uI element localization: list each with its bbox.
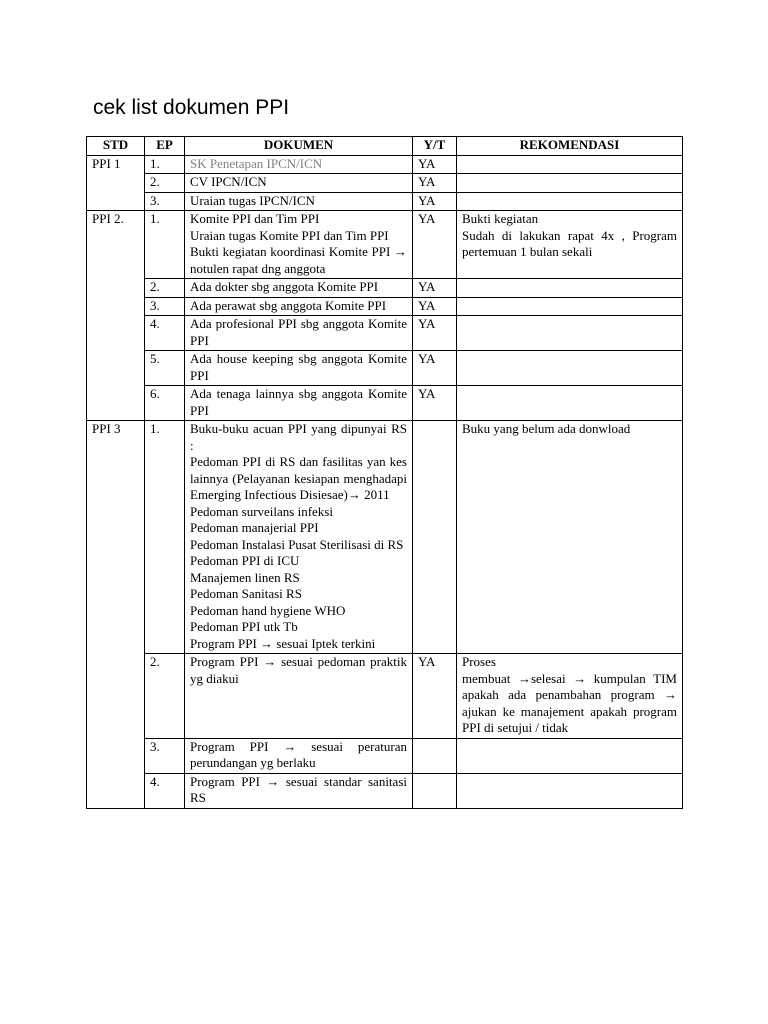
cell-yt: YA (413, 211, 457, 279)
dokumen-line: Pedoman PPI di ICU (190, 553, 300, 568)
cell-rekomendasi (457, 351, 683, 386)
cell-ep: 1. (145, 421, 185, 654)
cell-yt (413, 738, 457, 773)
cell-rekomendasi (457, 174, 683, 193)
rekomendasi-line: Bukti kegiatan (462, 211, 539, 226)
dokumen-line: Program PPI → sesuai pedoman praktik yg diakui (190, 654, 407, 686)
cell-yt: YA (413, 654, 457, 739)
table-row (87, 297, 683, 316)
cell-dokumen (185, 297, 413, 316)
table-row (87, 654, 683, 739)
cell-ep: 6. (145, 386, 185, 421)
header-std: STD (87, 137, 145, 156)
cell-yt: YA (413, 155, 457, 174)
dokumen-line: Ada profesional PPI sbg anggota Komite PPI (190, 316, 407, 348)
cell-yt (413, 421, 457, 654)
dokumen-line: Pedoman hand hygiene WHO (190, 602, 346, 618)
cell-dokumen (185, 316, 413, 351)
cell-dokumen (185, 174, 413, 193)
table-row (87, 773, 683, 808)
cell-rekomendasi (457, 297, 683, 316)
dokumen-line: Ada house keeping sbg anggota Komite PPI (190, 351, 407, 383)
dokumen-line: SK Penetapan IPCN/ICN (190, 155, 323, 171)
cell-std: PPI 3 (87, 421, 145, 809)
dokumen-line: Uraian tugas Komite PPI dan Tim PPI (190, 227, 389, 243)
dokumen-line: Pedoman manajerial PPI (190, 520, 319, 535)
cell-rekomendasi (457, 316, 683, 351)
cell-ep: 4. (145, 316, 185, 351)
dokumen-line: Uraian tugas IPCN/ICN (190, 192, 315, 208)
header-dokumen: DOKUMEN (185, 137, 413, 156)
table-row (87, 192, 683, 211)
cell-ep: 3. (145, 192, 185, 211)
table-row (87, 738, 683, 773)
cell-dokumen (185, 738, 413, 773)
cell-ep: 2. (145, 174, 185, 193)
cell-std: PPI 1 (87, 155, 145, 211)
cell-dokumen (185, 155, 413, 174)
cell-ep: 2. (145, 654, 185, 739)
document-title: cek list dokumen PPI (93, 96, 290, 119)
cell-rekomendasi (457, 773, 683, 808)
cell-yt (413, 773, 457, 808)
cell-dokumen (185, 421, 413, 654)
checklist-table (86, 136, 683, 809)
dokumen-line: Pedoman PPI di RS dan fasilitas yan kes lainnya (Pelayanan kesiapan menghadapi Emerging Infectious Disiesae)→ 2011 (190, 454, 407, 502)
cell-ep: 1. (145, 211, 185, 279)
dokumen-line: Ada tenaga lainnya sbg anggota Komite PPI (190, 386, 407, 418)
cell-rekomendasi (457, 421, 683, 654)
dokumen-line: Program PPI → sesuai standar sanitasi RS (190, 773, 407, 805)
table-row (87, 386, 683, 421)
dokumen-line: Komite PPI dan Tim PPI (190, 211, 320, 226)
cell-ep: 1. (145, 155, 185, 174)
cell-dokumen (185, 192, 413, 211)
cell-dokumen (185, 386, 413, 421)
dokumen-line: Ada dokter sbg anggota Komite PPI (190, 279, 379, 294)
cell-rekomendasi (457, 386, 683, 421)
cell-ep: 5. (145, 351, 185, 386)
dokumen-line: Program PPI → sesuai Iptek terkini (190, 635, 376, 651)
dokumen-line: Pedoman PPI utk Tb (190, 619, 298, 634)
cell-dokumen (185, 654, 413, 739)
header-ep: EP (145, 137, 185, 156)
cell-rekomendasi (457, 738, 683, 773)
dokumen-line: Bukti kegiatan koordinasi Komite PPI → notulen rapat dng anggota (190, 244, 407, 276)
dokumen-line: Pedoman Instalasi Pusat Sterilisasi di RS (190, 536, 404, 552)
table-row (87, 279, 683, 298)
cell-yt: YA (413, 174, 457, 193)
header-rekomendasi: REKOMENDASI (457, 137, 683, 156)
cell-dokumen (185, 773, 413, 808)
dokumen-line: Program PPI → sesuai peraturan perundangan yg berlaku (190, 738, 407, 770)
rekomendasi-line: Proses (462, 654, 496, 669)
cell-rekomendasi (457, 155, 683, 174)
cell-yt: YA (413, 351, 457, 386)
table-row (87, 421, 683, 654)
table-row (87, 174, 683, 193)
dokumen-line: Manajemen linen RS (190, 569, 300, 585)
table-row (87, 316, 683, 351)
cell-yt: YA (413, 316, 457, 351)
dokumen-line: Pedoman Sanitasi RS (190, 586, 302, 601)
header-row (87, 137, 683, 156)
cell-rekomendasi (457, 279, 683, 298)
cell-dokumen (185, 211, 413, 279)
table-row (87, 211, 683, 279)
checklist-body (87, 155, 683, 808)
table-row (87, 155, 683, 174)
cell-std: PPI 2. (87, 211, 145, 421)
cell-ep: 2. (145, 279, 185, 298)
cell-ep: 4. (145, 773, 185, 808)
dokumen-line: Ada perawat sbg anggota Komite PPI (190, 297, 387, 313)
cell-yt: YA (413, 279, 457, 298)
cell-yt: YA (413, 386, 457, 421)
cell-rekomendasi (457, 654, 683, 739)
dokumen-line: Pedoman surveilans infeksi (190, 503, 333, 519)
dokumen-line: CV IPCN/ICN (190, 174, 267, 189)
table-row (87, 351, 683, 386)
cell-ep: 3. (145, 738, 185, 773)
dokumen-line: Buku-buku acuan PPI yang dipunyai RS : (190, 421, 407, 453)
cell-ep: 3. (145, 297, 185, 316)
cell-rekomendasi (457, 211, 683, 279)
cell-yt: YA (413, 192, 457, 211)
cell-dokumen (185, 351, 413, 386)
cell-dokumen (185, 279, 413, 298)
header-yt: Y/T (413, 137, 457, 156)
rekomendasi-line: Sudah di lakukan rapat 4x , Program pertemuan 1 bulan sekali (462, 227, 677, 259)
cell-rekomendasi (457, 192, 683, 211)
rekomendasi-line: Buku yang belum ada donwload (462, 421, 631, 436)
rekomendasi-line: membuat →selesai → kumpulan TIM apakah ada penambahan program → ajukan ke manajement apakah program PPI di setujui / tidak (462, 670, 677, 735)
cell-yt: YA (413, 297, 457, 316)
